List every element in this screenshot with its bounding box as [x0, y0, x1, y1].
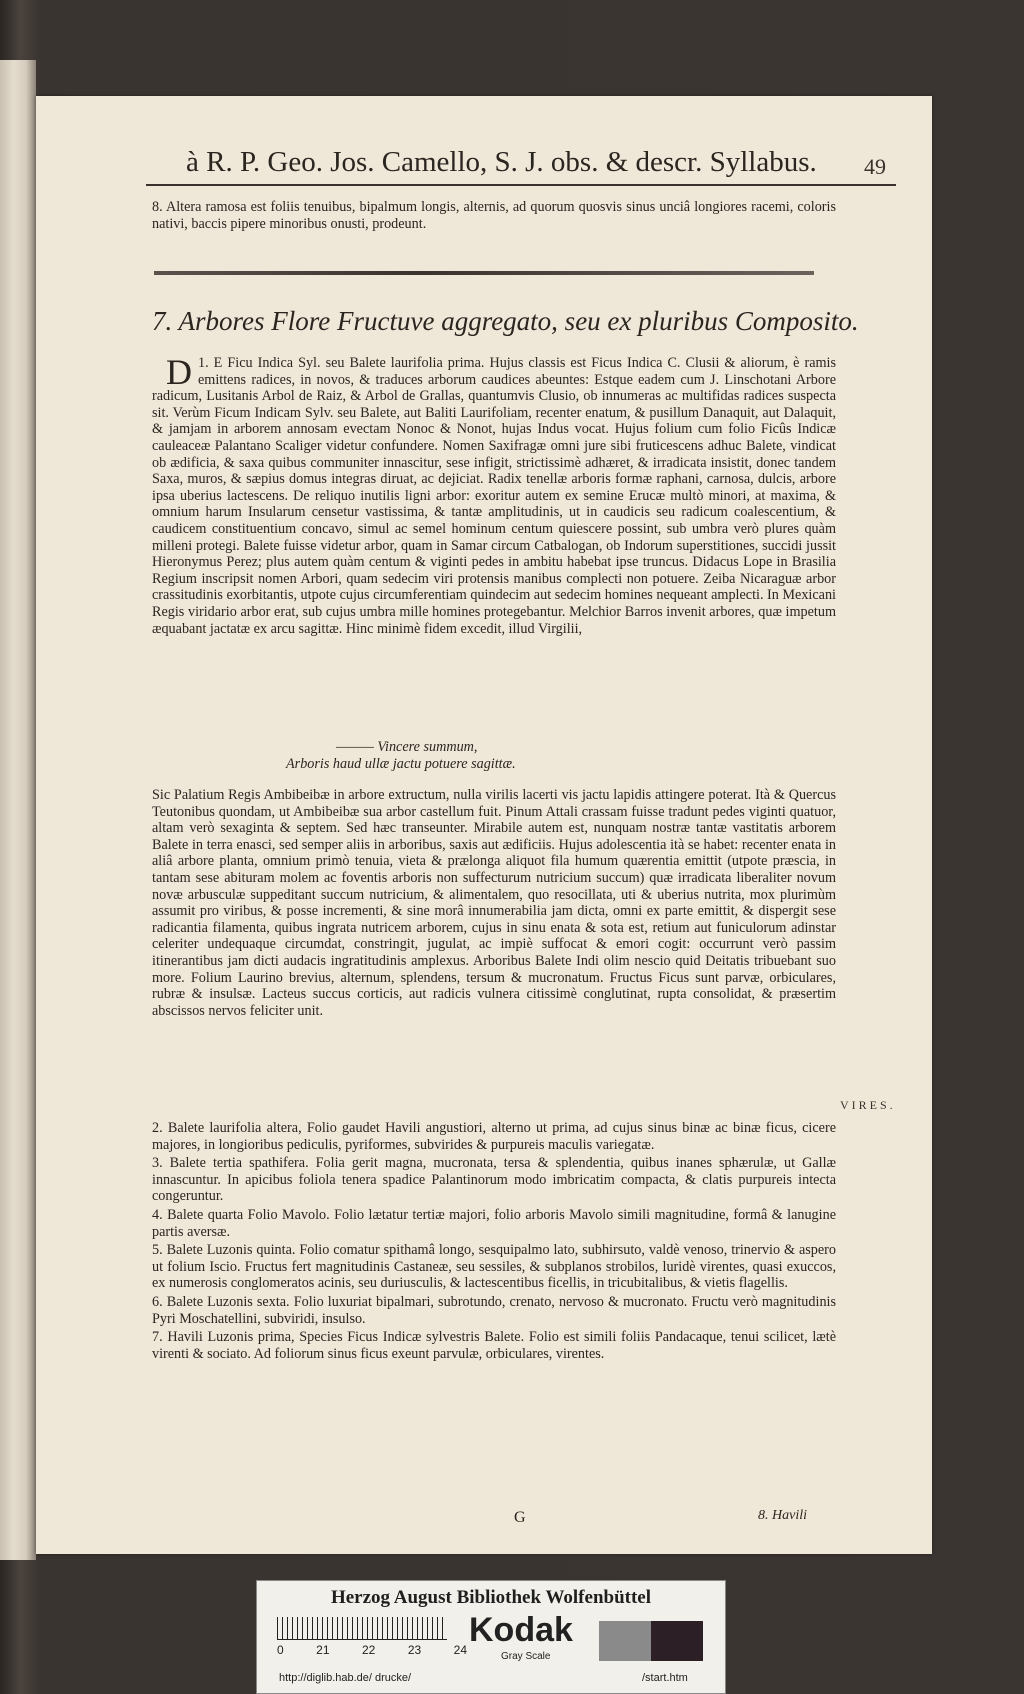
item-list: [152, 1120, 836, 1364]
list-item: 7. Havili Luzonis prima, Species Ficus Indicæ sylvestris Balete. Folio est simili foliis Pandacaque, tenui scilicet, lætè virenti & sociato. Ad foliorum sinus ficus exeunt parvulæ, orbiculares, virentes.: [152, 1329, 836, 1362]
signature-mark: G: [514, 1509, 526, 1526]
section-title: 7. Arbores Flore Fructuve aggregato, seu ex pluribus Composito.: [152, 306, 859, 336]
paragraph-number: 1.: [198, 355, 209, 371]
list-item: 6. Balete Luzonis sexta. Folio luxuriat bipalmari, subrotundo, crenato, nervoso & mucronato. Fructu verò magnitudinis Pyri Moschatellini, subviridi, insulso.: [152, 1293, 836, 1327]
source-url-left: http://diglib.hab.de/ drucke/: [279, 1672, 412, 1684]
book-page: [36, 96, 932, 1554]
previous-item-text: 8. Altera ramosa est foliis tenuibus, bipalmum longis, alternis, ad quorum quosvis sinus unciâ longiores racemi, coloris nativi, baccis pipere minoribus onusti, prodeunt.: [152, 199, 836, 232]
ruler-number: 21: [316, 1643, 330, 1657]
running-header: [146, 144, 896, 186]
gray-scale-label: Gray Scale: [501, 1651, 551, 1662]
quote-line-2: Arboris haud ullæ jactu potuere sagittæ.: [286, 756, 516, 772]
quote-line-1: ——— Vincere summum,: [336, 739, 478, 755]
margin-note: VIRES.: [840, 1098, 896, 1112]
ruler-numbers: [277, 1643, 467, 1657]
adjacent-page-edge: [0, 60, 36, 1560]
list-item: 4. Balete quarta Folio Mavolo. Folio lætatur tertiæ majori, folio arboris Mavolo simili magnitudine, formâ & lanugine partis aversæ.: [152, 1206, 836, 1240]
paragraph-1: [152, 352, 836, 637]
page-number: 49: [864, 154, 886, 179]
gray-swatch: [599, 1621, 651, 1661]
header-title: à R. P. Geo. Jos. Camello, S. J. obs. & descr. Syllabus.: [186, 146, 817, 178]
paragraph-1-text: E Ficu Indica Syl. seu Balete laurifolia prima. Hujus classis est Ficus Indica C. Clusii & aliorum, è ramis emittens radices, in novos, & traduces arborum caudices abeuntes: Estque eadem cum J. Linschotani Arbore radicum, Lusitanis Arbol de Raiz, & Arbol de Grallas, quantumvis Clusio, ob innumeras ac multifidas radices suspecta sit. Verùm Ficum Indicam Sylv. seu Balete, aut Baliti Laurifoliam, recenter enatum, & pusillum Danaquit, aut Dalaquit, & jamjam in arborem annosam evectam Nonoc & Nonot, hujas Indus vocat. Hujus folium cum folio Ficûs Indicæ cauleaceæ Palantano Scaliger videtur confundere. Nomen Saxifragæ omni jure sibi fruticescens adhuc Balete, vindicat ob ædificia, & saxa quibus communiter innascitur, sese infigit, strictissimè adhæret, & irradicata insistit, donec tandem Saxa, muros, & sæpius domus integras diruat, ac dejiciat. Radix tenellæ arboris formæ raphani, carnosa, dulcis, arbore ipsa uberius lactescens. De reliquo inutilis ligni arbor: exoritur autem ex semine Erucæ multò minori, at maxima, & omnium harum Insularum censetur vastissima, & tantæ amplitudinis, ut in caudicis seu radicum coalescentium, & caudicem constituentium concavo, simul ac semel hominum centum quiescere possint, sub umbra verò plures quàm milleni protegi. Balete fuisse videtur arbor, quam in Samar circum Catbalogan, ob Indorum superstitiones, succidi jussit Hieronymus Perez; plus autem quàm centum & viginti pedes in ambitu habebat ipse truncus. Didacus Lope in Brasilia Regium inscripsit nomen Arbori, quam sedecim viri protensis manibus complecti non potuere. Zeiba Nicaraguæ arbor crassitudinis exorbitantis, utpote cujus circumferentiam quindecim aut sedecim homines nequeant amplecti. In Mexicani Regis viridario arbor erat, sub cujus umbra mille homines protegebantur. Melchior Barros invenit arbores, quæ impetum æquabant jactatæ ex arcu sagittæ. Hinc minimè fidem excedit, illud Virgilii,: [152, 355, 836, 637]
dark-swatch: [651, 1621, 703, 1661]
kodak-logo: Kodak: [469, 1611, 573, 1649]
list-item: 2. Balete laurifolia altera, Folio gaudet Havili angustiori, alterno ut prima, ad cujus sinus binæ ac binæ ficus, cicere majores, in longioribus pediculis, pyriformes, subvirides & purpureis maculis variegatæ.: [152, 1120, 836, 1153]
paragraph-2: Sic Palatium Regis Ambibeibæ in arbore extructum, nulla virilis lacerti vis jactu lapidis attingere poterat. Ità & Quercus Teutonibus quondam, ut Ambibeibæ sua arbor castellum fuit. Pinum Attali crassam fuisse tradunt pedes viginti quatuor, altam verò sexaginta & septem. Sed hæc transeunter. Mirabile autem est, nunquam nostræ tantæ vastitatis arborem Balete in terra enasci, sed semper aliis in arboribus, saxis aut ædificiis. Hujus adolescentia ità se habet: recenter enata in aliâ arbore planta, omnium primò tenuia, vieta & prælonga aliquot fila humum quærentia emittit (utpote præscia, in tantam sese abituram molem ac foventis arboris non suffecturum nutricium succum) quæ irradicata liberaliter novum novæ arbusculæ suppeditant succum nutricium, & alimentalem, quo resocillata, uti & uberius nutrita, mox plurimùm assumit pro viribus, & posse incrementi, & sine morâ innumerabilia jam dicta, omni ex parte emittit, & dispergit sese radicantia filamenta, quibus ingrata nutricem arborem, cujus in sinu enata & sota est, retium aut funiculorum adinstar celeriter undequaque circumdat, constringit, jugulat, ac impiè suffocat & emori cogit: occurrunt verò passim itinerantibus jam dicti audacis ingratitudinis amplexus. Arboribus Balete Indi olim nescio quid Deitatis tribuebant suo more. Folium Laurino brevius, alternum, splendens, tersum & mucronatum. Fructus Ficus sunt parvæ, orbiculares, rubræ & insulsæ. Lacteus succus corticis, aut radicis vulnera citissimè conglutinat, rupta consolidat, & præsertim abscissos nervos feliciter unit.: [152, 787, 836, 1019]
ruler-number: 22: [361, 1643, 376, 1657]
color-target-card: [256, 1580, 726, 1694]
list-item: 3. Balete tertia spathifera. Folia gerit magna, mucronata, tersa & splendentia, quibus inanes sphærulæ, ut Gallæ innascuntur. In apicibus foliola tenera spadice Palantinorum modo imbricatim compacta, & clatis purpureis intecta congeruntur.: [152, 1155, 836, 1205]
section-divider: [154, 271, 814, 275]
drop-cap: D: [166, 352, 192, 392]
virgil-quote: [286, 739, 706, 773]
library-name: Herzog August Bibliothek Wolfenbüttel: [330, 1587, 652, 1608]
ruler-number: 0: [277, 1643, 284, 1657]
catchword: 8. Havili: [758, 1508, 807, 1523]
ruler-number: 23: [407, 1643, 422, 1657]
ruler-number: 24: [453, 1643, 467, 1657]
list-item: 5. Balete Luzonis quinta. Folio comatur spithamâ longo, sesquipalmo lato, subhirsuto, valdè venoso, trinervio & aspero ut folium Iscio. Fructus fert magnitudinis Castaneæ, seu sessiles, & subplanos strobilos, luridè virentes, quasi exuccos, ex numerosis conglomeratos acinis, seu duriusculis, & lactescentibus ficellis, in tricubitalibus, & vietis flagellis.: [152, 1242, 836, 1292]
ruler-scale: [277, 1617, 447, 1640]
source-url-right: /start.htm: [642, 1672, 688, 1684]
